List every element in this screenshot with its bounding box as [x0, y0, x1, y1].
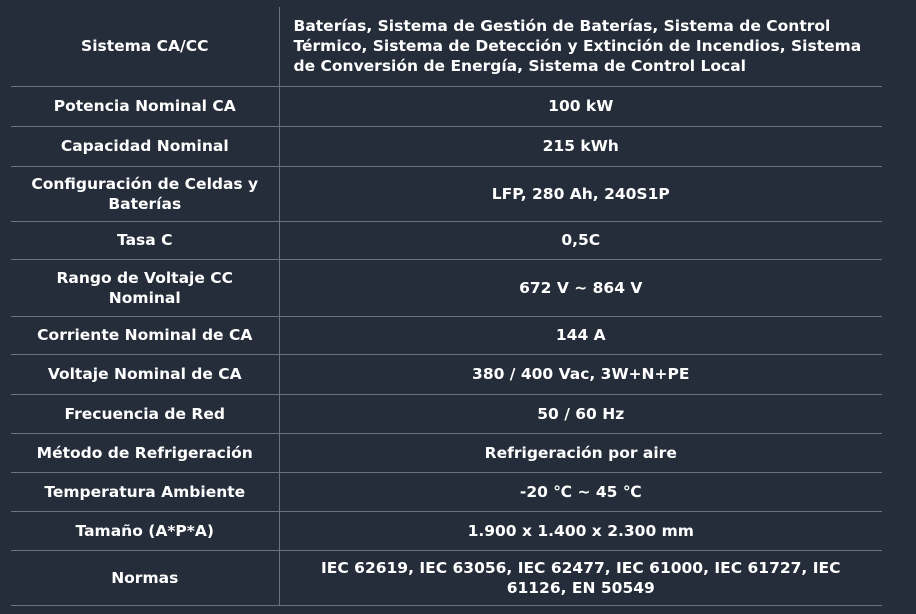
row-label: Capacidad Nominal	[11, 126, 279, 166]
table-row	[11, 166, 882, 221]
table-row	[11, 7, 882, 86]
row-label: Tamaño (A*P*A)	[11, 511, 279, 550]
table-row	[11, 221, 882, 259]
row-label: Frecuencia de Red	[11, 394, 279, 433]
row-value: 100 kW	[279, 86, 882, 126]
row-value: 672 V ~ 864 V	[279, 259, 882, 316]
table-row	[11, 472, 882, 511]
row-value: 0,5C	[279, 221, 882, 259]
row-value: 380 / 400 Vac, 3W+N+PE	[279, 354, 882, 394]
table-row	[11, 86, 882, 126]
row-value: 215 kWh	[279, 126, 882, 166]
table-row	[11, 126, 882, 166]
table-row	[11, 316, 882, 354]
row-label: Temperatura Ambiente	[11, 472, 279, 511]
row-value: -20 ℃ ~ 45 ℃	[279, 472, 882, 511]
table-row	[11, 394, 882, 433]
row-label: Voltaje Nominal de CA	[11, 354, 279, 394]
table-row	[11, 354, 882, 394]
spec-table	[11, 7, 882, 606]
row-label: Normas	[11, 550, 279, 605]
table-row	[11, 550, 882, 605]
table-row	[11, 511, 882, 550]
row-label: Rango de Voltaje CC Nominal	[11, 259, 279, 316]
row-label: Método de Refrigeración	[11, 433, 279, 472]
row-label: Corriente Nominal de CA	[11, 316, 279, 354]
row-label: Sistema CA/CC	[11, 7, 279, 86]
row-value: 144 A	[279, 316, 882, 354]
row-value: Refrigeración por aire	[279, 433, 882, 472]
table-row	[11, 259, 882, 316]
row-value: 1.900 x 1.400 x 2.300 mm	[279, 511, 882, 550]
row-label: Potencia Nominal CA	[11, 86, 279, 126]
row-value: Baterías, Sistema de Gestión de Baterías, Sistema de Control Térmico, Sistema de Detección y Extinción de Incendios, Sistema de Conversión de Energía, Sistema de Control Local	[279, 7, 882, 86]
row-value: LFP, 280 Ah, 240S1P	[279, 166, 882, 221]
table-row	[11, 433, 882, 472]
row-label: Tasa C	[11, 221, 279, 259]
row-value: 50 / 60 Hz	[279, 394, 882, 433]
row-label: Configuración de Celdas y Baterías	[11, 166, 279, 221]
row-value: IEC 62619, IEC 63056, IEC 62477, IEC 61000, IEC 61727, IEC 61126, EN 50549	[279, 550, 882, 605]
